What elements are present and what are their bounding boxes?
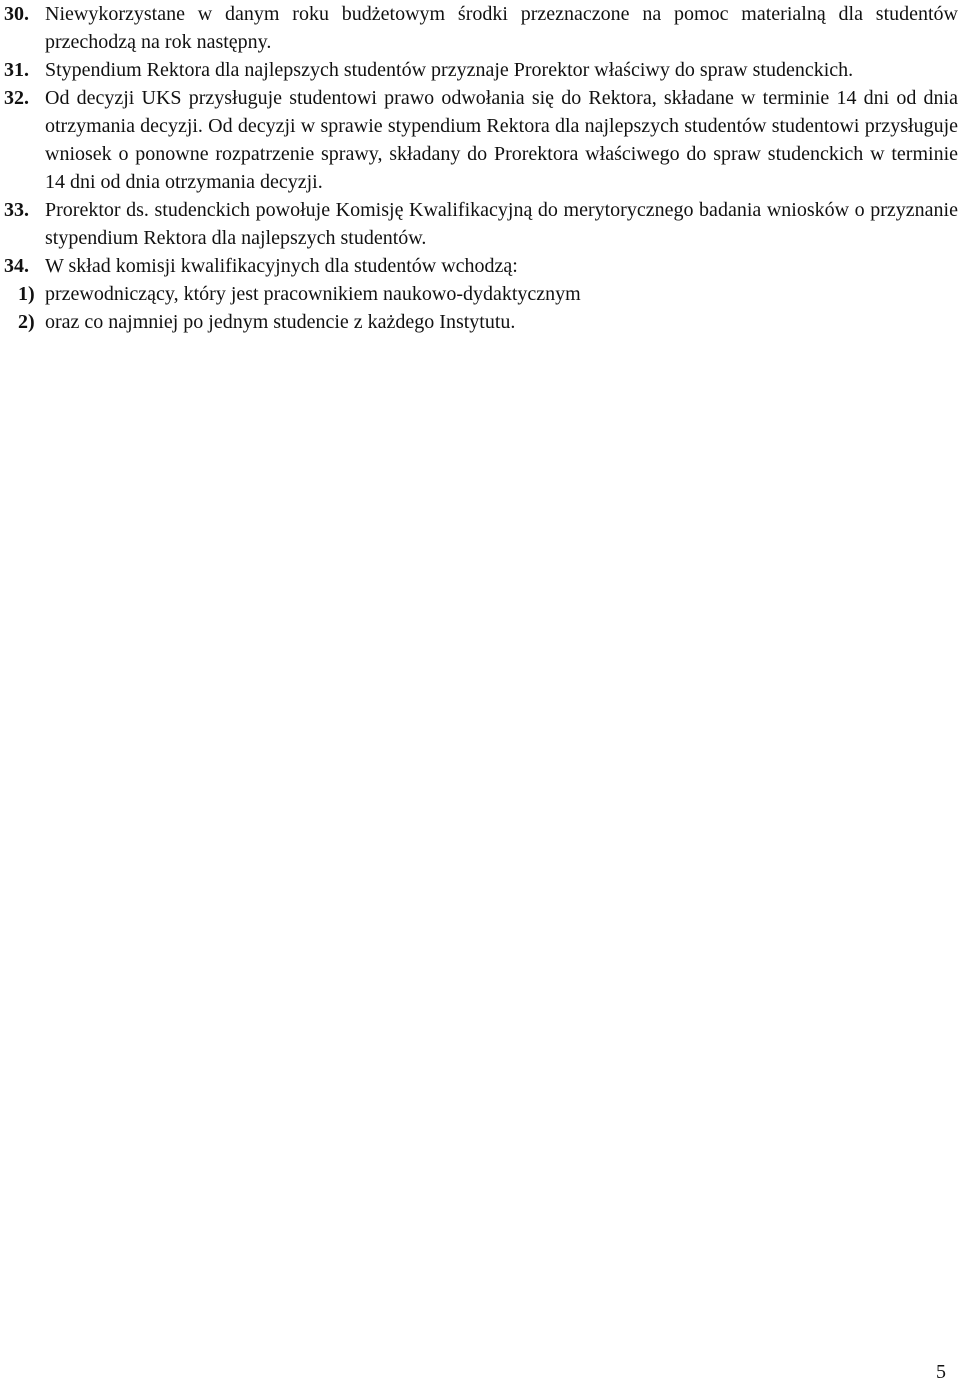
subitem-number: 2): [18, 311, 35, 333]
subitem-text: przewodniczący, który jest pracownikiem naukowo-dydaktycznym: [45, 283, 581, 305]
paragraph-31: [0, 56, 958, 84]
paragraph-32: [0, 84, 958, 196]
subitem-text: oraz co najmniej po jednym studencie z każdego Instytutu.: [45, 311, 516, 333]
paragraph-30: [0, 0, 958, 56]
subitem-number: 1): [18, 283, 35, 305]
paragraph-number: 33.: [4, 199, 29, 221]
subitem-2: [0, 308, 958, 336]
document-body: [0, 0, 958, 336]
paragraph-text: Od decyzji UKS przysługuje studentowi prawo odwołania się do Rektora, składane w terminie 14 dni od dnia otrzymania decyzji. Od decyzji w sprawie stypendium Rektora dla najlepszych studentów studentowi przysługuje wniosek o ponowne rozpatrzenie sprawy, składany do Prorektora właściwego do spraw studenckich w terminie 14 dni od dnia otrzymania decyzji.: [45, 87, 958, 193]
paragraph-number: 30.: [4, 3, 29, 25]
paragraph-number: 32.: [4, 87, 29, 109]
paragraph-34: [0, 252, 958, 280]
paragraph-text: W skład komisji kwalifikacyjnych dla studentów wchodzą:: [45, 255, 518, 277]
paragraph-number: 34.: [4, 255, 29, 277]
paragraph-33: [0, 196, 958, 252]
paragraph-text: Stypendium Rektora dla najlepszych studentów przyznaje Prorektor właściwy do spraw studenckich.: [45, 59, 854, 81]
paragraph-number: 31.: [4, 59, 29, 81]
subitem-1: [0, 280, 958, 308]
page-number: 5: [936, 1361, 946, 1383]
paragraph-text: Niewykorzystane w danym roku budżetowym środki przeznaczone na pomoc materialną dla studentów przechodzą na rok następny.: [45, 3, 958, 53]
paragraph-text: Prorektor ds. studenckich powołuje Komisję Kwalifikacyjną do merytorycznego badania wniosków o przyznanie stypendium Rektora dla najlepszych studentów.: [45, 199, 958, 249]
